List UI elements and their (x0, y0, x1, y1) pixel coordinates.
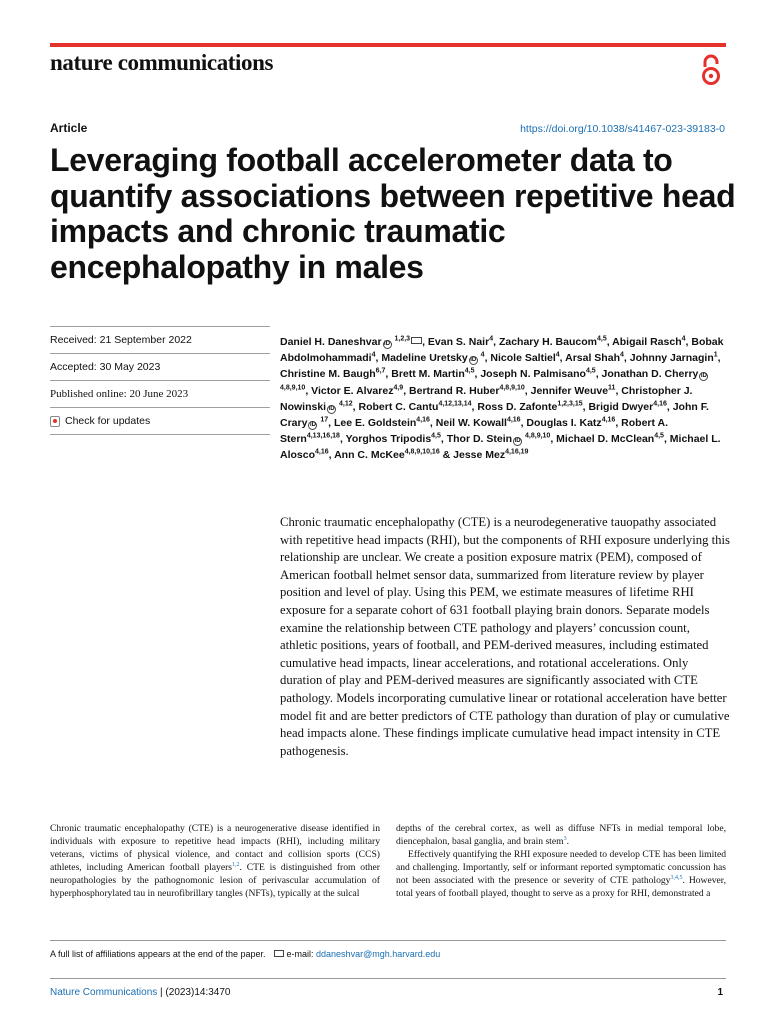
article-title: Leveraging football accelerometer data to quantify associations between repetitive head impacts and chronic traumatic encephalopathy in males (50, 142, 736, 285)
author-name[interactable]: Douglas I. Katz (526, 417, 602, 430)
author-entry: , Zachary H. Baucom$^{4,5}$ (493, 335, 607, 348)
citation-ref[interactable]: 3 (563, 835, 567, 842)
orcid-icon[interactable]: iD (700, 373, 707, 380)
journal-name: nature communications (50, 50, 274, 75)
author-name[interactable]: Johnny Jarnagin (629, 352, 714, 365)
author-name[interactable]: Joseph N. Palmisano (480, 368, 586, 381)
author-name[interactable]: Bobak Abdolmohammadi (280, 336, 724, 365)
author-affiliation: 1 (713, 351, 718, 359)
author-entry: , Jennifer Weuve$^{11}$ (524, 384, 616, 397)
author-name[interactable]: Michael D. McClean (556, 433, 655, 446)
footer-divider (50, 978, 726, 979)
author-affiliation: 4 (489, 335, 494, 343)
author-affiliation: 4,5 (585, 367, 596, 375)
footer-separator: | (157, 987, 166, 998)
author-entry: , Johnny Jarnagin$^1$ (623, 351, 718, 365)
page-number: 1 (717, 987, 723, 998)
author-entry: , Abigail Rasch$^4$ (606, 335, 686, 348)
author-affiliation: 4,5 (431, 432, 441, 440)
author-entry: , Lee E. Goldstein$^{4,16}$ (328, 416, 430, 430)
author-entry: , Joseph N. Palmisano$^{4,5}$ (474, 367, 596, 381)
accepted-date: Accepted: 30 May 2023 (50, 353, 270, 380)
abstract: Chronic traumatic encephalopathy (CTE) is a neurodegenerative tauopathy associated with repetitive head impacts (RHI), but the components of RHI exposure underlying this relationship are unclear. We create a position exposure matrix (PEM), composed of American football helmet sensor data, summarized from literature review by player position and level of play. Using this PEM, we estimate measures of lifetime RHI exposure for a separate cohort of 631 football playing brain donors. Separate models examine the relationship between CTE pathology and players’ concussion count, athletic positions, years of football, and PEM-derived measures, including estimated cumulative head impacts, linear accelerations, and rotational accelerations. Only duration of play and PEM-derived measures are significantly associated with CTE pathology. Models incorporating cumulative linear or rotational acceleration have better model fit and are better predictors of CTE pathology than duration of play or cumulative head impacts alone. These findings implicate cumulative head impact intensity in CTE pathogenesis. (280, 515, 730, 758)
author-affiliation: 4,8,9,10 (523, 432, 551, 440)
author-entry: , Bertrand R. Huber$^{4,8,9,10}$ (403, 384, 525, 397)
author-affiliation: 11 (608, 384, 616, 392)
author-name[interactable]: Evan S. Nair (427, 336, 490, 348)
author-entry: , Bobak Abdolmohammadi$^4$ (280, 336, 724, 365)
author-entry: , Robert A. Stern$^{4,13,16,18}$ (280, 417, 669, 446)
author-affiliation: 4,16,19 (505, 448, 529, 456)
author-affiliation: 4,5 (596, 335, 607, 343)
author-name[interactable]: Daniel H. Daneshvar (280, 336, 382, 348)
author-entry: , Victor E. Alvarez$^{4,9}$ (305, 384, 404, 397)
header-accent-rule (50, 43, 726, 47)
author-name[interactable]: Neil W. Kowall (435, 417, 507, 430)
author-entry: , Robert C. Cantu$^{4,12,13,14}$ (352, 400, 472, 413)
author-affiliation: 4,5 (464, 367, 475, 375)
author-affiliation: 1,2,3,15 (557, 400, 583, 408)
body-text: depths of the cerebral cortex, as well as diffuse NFTs in medial temporal lobe, diencephalon, basal ganglia, and brain stem (396, 823, 726, 848)
author-name[interactable]: Bertrand R. Huber (409, 384, 500, 397)
author-entry: , Brigid Dwyer$^{4,16}$ (582, 400, 667, 413)
author-name[interactable]: Yorghos Tripodis (345, 433, 432, 446)
author-entry: , Douglas I. Katz$^{4,16}$ (520, 416, 616, 430)
author-name[interactable]: Michael L. Alosco (280, 433, 721, 462)
body-column-left (50, 822, 380, 901)
author-affiliation: 4,8,9,10 (280, 384, 306, 392)
author-name[interactable]: Ann C. McKee (334, 449, 405, 462)
author-name[interactable]: Jesse Mez (453, 449, 506, 462)
orcid-icon[interactable]: iD (309, 422, 316, 429)
author-affiliation: 4,16 (315, 448, 329, 456)
author-name[interactable]: Ross D. Zafonte (477, 400, 558, 413)
author-name[interactable]: Madeline Uretsky (381, 352, 468, 365)
author-affiliation: 4 (555, 351, 560, 359)
author-entry: , Michael L. Alosco$^{4,16}$ (280, 433, 721, 462)
footnote-divider (50, 940, 726, 941)
author-affiliation: 4,5 (654, 432, 664, 440)
author-affiliation: 4 (371, 351, 376, 359)
author-name[interactable]: Christopher J. Nowinski (280, 384, 693, 413)
body-text: Effectively quantifying the RHI exposure needed to develop CTE has been limited and challenging. Importantly, self or informant reported symptomatic concussion has not been associated with the presence or severity of CTE pathology (396, 849, 726, 887)
author-list (280, 334, 732, 464)
author-entry: , Christine M. Baugh$^{6,7}$ (280, 352, 721, 381)
author-entry: , Neil W. Kowall$^{4,16}$ (429, 416, 521, 430)
author-name[interactable]: Victor E. Alvarez (311, 384, 394, 397)
email-label: e-mail: (286, 949, 317, 959)
doi-link[interactable]: https://doi.org/10.1038/s41467-023-39183-0 (520, 123, 725, 135)
author-entry: , Jonathan D. Cherry iD $^{4,8,9,10}$ (280, 368, 707, 392)
article-type: Article (50, 121, 88, 135)
body-text: . CTE is distinguished from other neuropathologies by the pathognomonic lesion of perivascular accumulation of hyperphosphorylated tau in neurofibrillary tangles (NFTs), typically at the sulcal (50, 862, 380, 900)
author-name[interactable]: Robert A. Stern (280, 417, 669, 446)
author-name[interactable]: Nicole Saltiel (490, 352, 556, 365)
author-name[interactable]: Thor D. Stein (446, 433, 513, 446)
orcid-icon[interactable]: iD (470, 357, 477, 364)
author-affiliation: 4,9 (393, 384, 404, 392)
email-icon (274, 950, 284, 957)
body-column-right (396, 822, 726, 901)
author-affiliation: 4,16 (416, 416, 430, 424)
check-updates-label: Check for updates (65, 415, 151, 427)
author-affiliation: 4,12 (337, 400, 353, 408)
author-name[interactable]: Jennifer Weuve (530, 384, 609, 397)
author-entry: , Christopher J. Nowinski iD $^{4,12}$ (280, 384, 693, 413)
author-entry: , Nicole Saltiel$^4$ (484, 351, 560, 365)
email-icon[interactable] (411, 337, 422, 344)
author-entry: & Jesse Mez$^{4,16,19}$ (439, 448, 529, 462)
author-affiliation: 6,7 (375, 367, 386, 375)
open-access-icon[interactable] (699, 53, 723, 87)
author-affiliation: 4,13,16,18 (306, 432, 340, 440)
author-name[interactable]: Brett M. Martin (391, 368, 465, 381)
check-updates-icon (50, 416, 60, 427)
author-name[interactable]: Zachary H. Baucom (498, 336, 597, 348)
author-affiliation: 4,16 (506, 416, 521, 424)
author-entry: , Ross D. Zafonte$^{1,2,3,15}$ (471, 400, 583, 413)
author-name[interactable]: Lee E. Goldstein (334, 417, 417, 430)
author-affiliation: 4,8,9,10 (499, 384, 525, 392)
author-affiliation: 4 (478, 351, 485, 359)
orcid-icon[interactable]: iD (328, 405, 335, 412)
author-name[interactable]: Abigail Rasch (612, 336, 682, 348)
author-name[interactable]: Christine M. Baugh (280, 368, 376, 381)
author-affiliation: 17 (318, 416, 329, 424)
author-affiliation: 4 (619, 351, 624, 359)
author-entry: , Michael D. McClean$^{4,5}$ (550, 432, 664, 446)
affiliation-note (50, 949, 440, 959)
author-entry: , Evan S. Nair$^4$ (422, 335, 494, 348)
citation-ref[interactable]: 3,4,5 (670, 875, 683, 882)
author-name[interactable]: Robert C. Cantu (358, 400, 439, 413)
check-for-updates-button[interactable] (50, 407, 270, 435)
published-date: Published online: 20 June 2023 (50, 380, 270, 407)
author-entry (280, 336, 422, 348)
body-text: . (566, 836, 569, 848)
author-entry: , Arsal Shah$^4$ (559, 351, 624, 365)
citation-ref[interactable]: 1,2 (232, 862, 240, 869)
author-entry: , Yorghos Tripodis$^{4,5}$ (339, 432, 441, 446)
author-affiliation: 4,16 (653, 400, 667, 408)
footer-citation: (2023)14:3470 (165, 987, 231, 998)
received-date: Received: 21 September 2022 (50, 326, 270, 353)
orcid-icon[interactable]: iD (514, 438, 521, 445)
affiliation-text: A full list of affiliations appears at the end of the paper. (50, 949, 266, 959)
author-affiliation: 4,16 (601, 416, 616, 424)
page-footer (50, 987, 230, 998)
email-link[interactable]: ddaneshvar@mgh.harvard.edu (316, 949, 441, 959)
author-entry: , John F. Crary iD $^{17}$ (280, 400, 709, 430)
body-text: Chronic traumatic encephalopathy (CTE) is a neurogenerative disease identified in individuals with exposure to repetitive head impacts (RHI), including military veterans, victims of physical violence, and contact and collision sports (CCS) athletes, including American football players (50, 823, 380, 874)
orcid-icon[interactable]: iD (384, 341, 391, 347)
body-text: . However, total years of football played, thought to serve as a proxy for RHI, demonstrated a (396, 875, 726, 900)
author-name[interactable]: Arsal Shah (565, 352, 620, 365)
article-dates (50, 326, 270, 435)
body-paragraph (396, 848, 726, 900)
author-affiliation: 1,2,3 (392, 335, 411, 343)
author-entry: , Brett M. Martin$^{4,5}$ (385, 367, 475, 381)
author-entry: , Ann C. McKee$^{4,8,9,10,16}$ (328, 448, 440, 462)
author-entry: , Thor D. Stein iD $^{4,8,9,10}$ (440, 432, 551, 446)
author-affiliation: 4,12,13,14 (438, 400, 472, 408)
author-name[interactable]: Jonathan D. Cherry (601, 368, 699, 381)
author-entry: , Madeline Uretsky iD $^4$ (375, 351, 485, 365)
author-name[interactable]: John F. Crary (280, 400, 709, 430)
footer-journal[interactable]: Nature Communications (50, 987, 158, 998)
author-name[interactable]: Brigid Dwyer (588, 400, 654, 413)
author-affiliation: 4,8,9,10,16 (404, 448, 440, 456)
author-affiliation: 4 (681, 335, 686, 343)
